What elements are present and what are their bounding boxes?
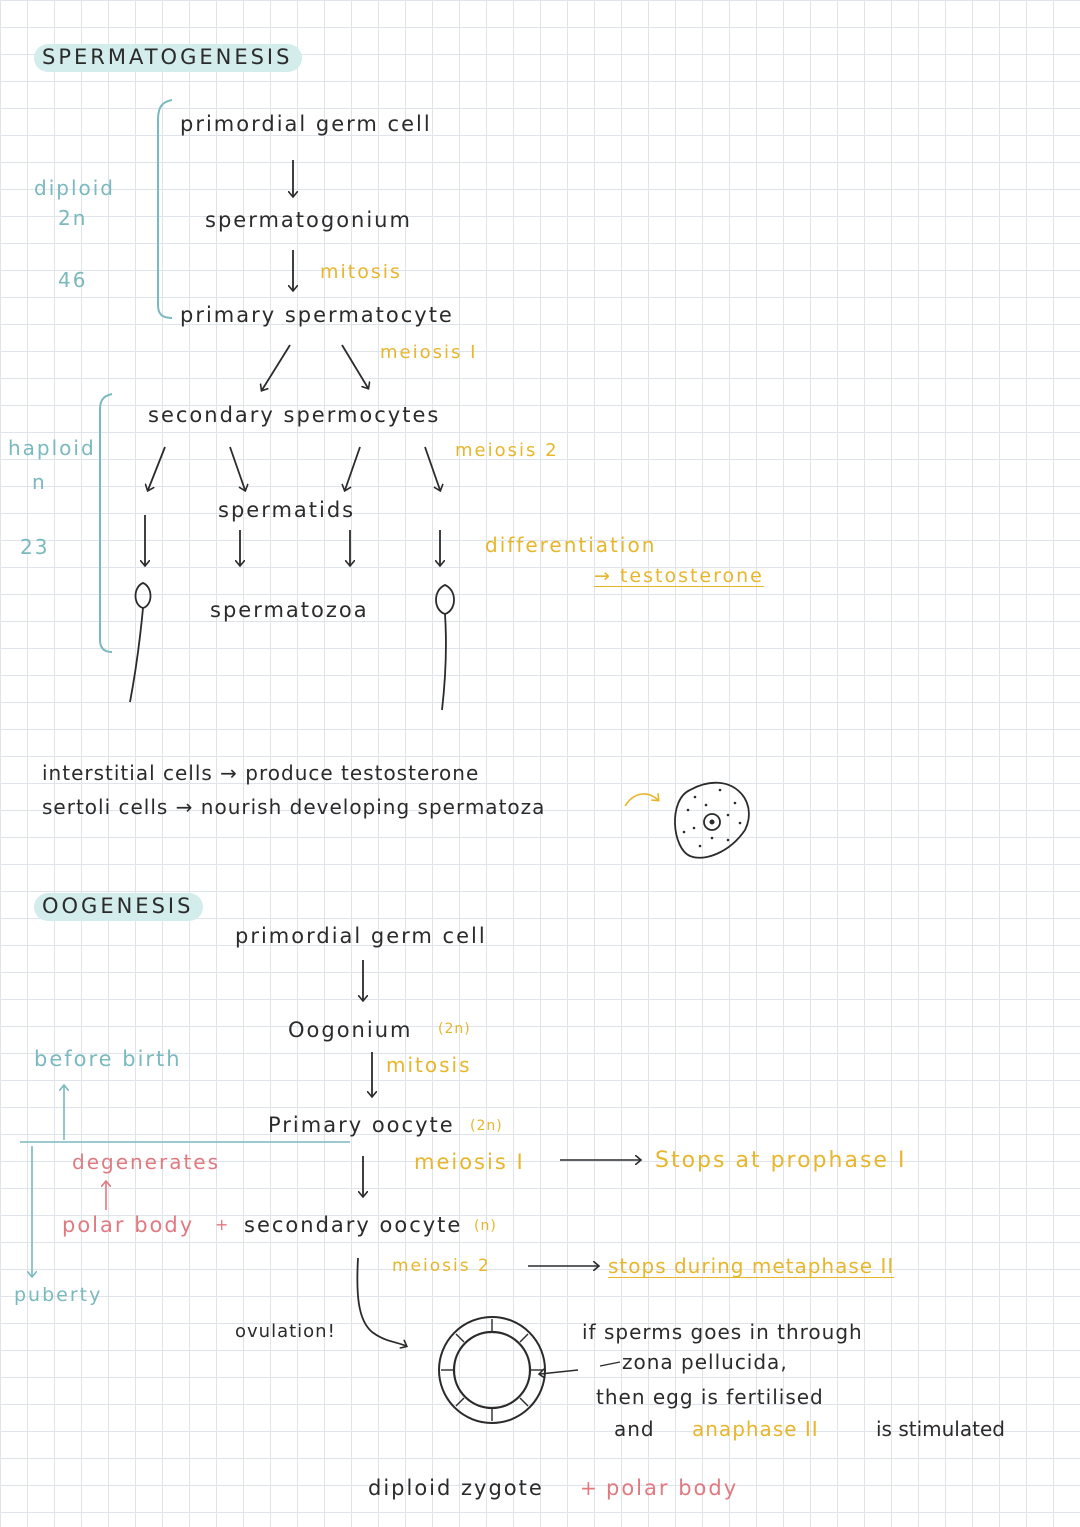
- haploid-count: 23: [20, 535, 50, 559]
- puberty-label: puberty: [14, 1284, 103, 1306]
- diploid-n: 2n: [58, 206, 88, 230]
- og-secondary-n: (n): [474, 1218, 497, 1234]
- before-birth-label: before birth: [34, 1047, 182, 1071]
- diploid-bracket: [158, 100, 172, 318]
- zygote-polar-body: polar body: [606, 1476, 739, 1500]
- diploid-count: 46: [58, 268, 88, 292]
- og-meiosis-2: meiosis 2: [392, 1256, 491, 1276]
- oogenesis-title: OOGENESIS: [34, 893, 203, 921]
- interstitial-cells-note: interstitial cells → produce testosterone: [42, 761, 480, 785]
- fertilisation-note-anaphase: anaphase II: [692, 1417, 819, 1441]
- og-plus-sign: +: [215, 1215, 231, 1234]
- sperm-right: [436, 585, 454, 710]
- sg-spermatozoa: spermatozoa: [210, 598, 369, 622]
- sg-mitosis: mitosis: [320, 261, 402, 283]
- sg-spermatids: spermatids: [218, 498, 356, 522]
- sg-meiosis-1: meiosis I: [380, 342, 478, 363]
- arrow-down: [230, 447, 245, 490]
- sg-meiosis-2: meiosis 2: [455, 440, 559, 461]
- fertilisation-note-stimulated: is stimulated: [876, 1417, 1005, 1441]
- sg-spermatogonium: spermatogonium: [205, 208, 412, 232]
- sg-testosterone: → testosterone: [594, 565, 764, 587]
- arrow-down-right: [342, 345, 368, 388]
- sg-differentiation: differentiation: [485, 533, 657, 557]
- og-primary-n: (2n): [470, 1118, 503, 1134]
- og-oogonium-n: (2n): [438, 1021, 471, 1037]
- og-primary-oocyte: Primary oocyte: [268, 1113, 455, 1137]
- egg-sketch: [439, 1317, 545, 1423]
- sertoli-cells-note: sertoli cells → nourish developing spermatoza: [42, 795, 546, 819]
- zygote-plus-sign: +: [580, 1476, 599, 1500]
- stops-at-prophase-note: Stops at prophase I: [655, 1148, 907, 1173]
- haploid-n: n: [32, 470, 47, 494]
- sg-secondary-spermocytes: secondary spermocytes: [148, 403, 441, 427]
- arrow-down-left: [262, 345, 290, 390]
- arrow-down: [425, 447, 440, 490]
- og-mitosis: mitosis: [386, 1053, 472, 1077]
- haploid-label: haploid: [8, 436, 96, 460]
- zona-pointer: [600, 1362, 620, 1366]
- og-polar-body: polar body: [62, 1213, 195, 1237]
- stops-during-metaphase-note: stops during metaphase II: [608, 1254, 895, 1278]
- arrow-down: [148, 447, 165, 490]
- og-oogonium: Oogonium: [288, 1018, 413, 1042]
- spermatogenesis-title: SPERMATOGENESIS: [34, 44, 302, 72]
- arrow-to-cell: [625, 794, 658, 806]
- og-secondary-oocyte: secondary oocyte: [244, 1213, 463, 1237]
- fertilisation-note-line-1: if sperms goes in through: [582, 1320, 863, 1344]
- fertilisation-note-line-2: zona pellucida,: [622, 1350, 788, 1374]
- sg-primary-spermatocyte: primary spermatocyte: [180, 303, 454, 327]
- degenerates-label: degenerates: [72, 1150, 221, 1174]
- og-primordial-germ-cell: primordial germ cell: [235, 924, 487, 948]
- fertilisation-note-line-3: then egg is fertilised: [596, 1385, 824, 1409]
- ovulation-label: ovulation!: [235, 1321, 336, 1342]
- fertilisation-note-and: and: [614, 1417, 655, 1441]
- sperm-left: [130, 583, 151, 702]
- haploid-bracket: [100, 394, 112, 652]
- diploid-label: diploid: [34, 176, 115, 200]
- og-meiosis-1: meiosis I: [414, 1150, 525, 1174]
- sg-primordial-germ-cell: primordial germ cell: [180, 112, 432, 136]
- diploid-zygote-label: diploid zygote: [368, 1476, 544, 1500]
- sertoli-cell-sketch: [675, 783, 749, 858]
- arrow-down: [345, 447, 360, 490]
